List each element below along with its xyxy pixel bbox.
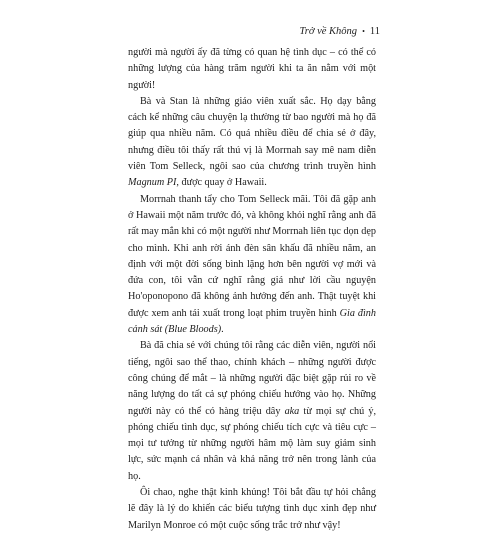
text-run: Ôi chao, nghe thật kinh khủng! Tôi bắt đầu tự hỏi chẳng lẽ đây là lý do khiến các biểu tượng tình dục xinh đẹp như Marilyn Monroe có một cuộc sống trắc trở như vậy! [128,487,376,531]
header-separator: • [362,27,365,37]
text-run: . [221,324,224,336]
paragraph [128,192,376,339]
chapter-title: Trở về Không [299,26,358,37]
paragraph [128,485,376,534]
text-run: từ mọi sự chú ý, phóng chiếu tình dục, sự phóng chiếu tích cực và tiêu cực – mọi tư tưởng từ những người hâm mộ làm suy giảm sinh lực, sức mạnh cá nhân và khả năng trở nên trong lành của họ. [128,405,376,482]
page-number: 11 [369,26,380,37]
paragraph [128,338,376,485]
italic-term: aka [284,405,300,417]
paragraph [128,94,376,192]
text-run: , được quay ở Hawaii. [176,177,267,189]
text-run: Bà và Stan là những giáo viên xuất sắc. Họ dạy bằng cách kể những câu chuyện lạ thường từ bao người mà họ đã giúp qua nhiều năm. Có quá nhiều điều để chia sẻ ở đây, nhưng điều tôi thấy rất thú vị là Morrnah say mê nam diễn viên Tom Selleck, ngôi sao của chương trình truyền hình [128,95,376,173]
italic-title: Magnum PI [128,177,177,189]
running-header [120,26,380,42]
text-run: Bà đã chia sẻ với chúng tôi rằng các diễn viên, người nổi tiếng, ngôi sao thể thao, chính khách – những người được công chúng để mắt – là những người đặc biệt gặp rủi ro về năng lượng do tất cả sự phóng chiếu hướng vào họ. Những người này có thể có hàng triệu dây [128,340,376,417]
italic-title: Gia đình cảnh sát (Blue Bloods) [128,307,376,336]
text-run: Morrnah thanh tẩy cho Tom Selleck mãi. Tôi đã gặp anh ở Hawaii một năm trước đó, và không khỏi nghĩ rằng anh đã rất may mắn khi có một người như Morrnah liên tục dọn dẹp cho mình. Khi anh rời ánh đèn sân khấu đã nhiều năm, an định với một đời sống bình lặng hơn bên người vợ mới và đứa con, tôi vẫn cứ nghĩ rằng giá như lời cầu nguyện Ho'oponopono đã không ảnh hưởng đến anh. Thật tuyệt khi được xem anh tái xuất trong loạt phim truyền hình [128,193,376,319]
paragraph [128,45,376,94]
text-run: người mà người ấy đã từng có quan hệ tình dục – có thể có những lượng của hàng trăm người khi ta ăn nằm với một người! [128,47,376,91]
body-text [128,45,376,534]
